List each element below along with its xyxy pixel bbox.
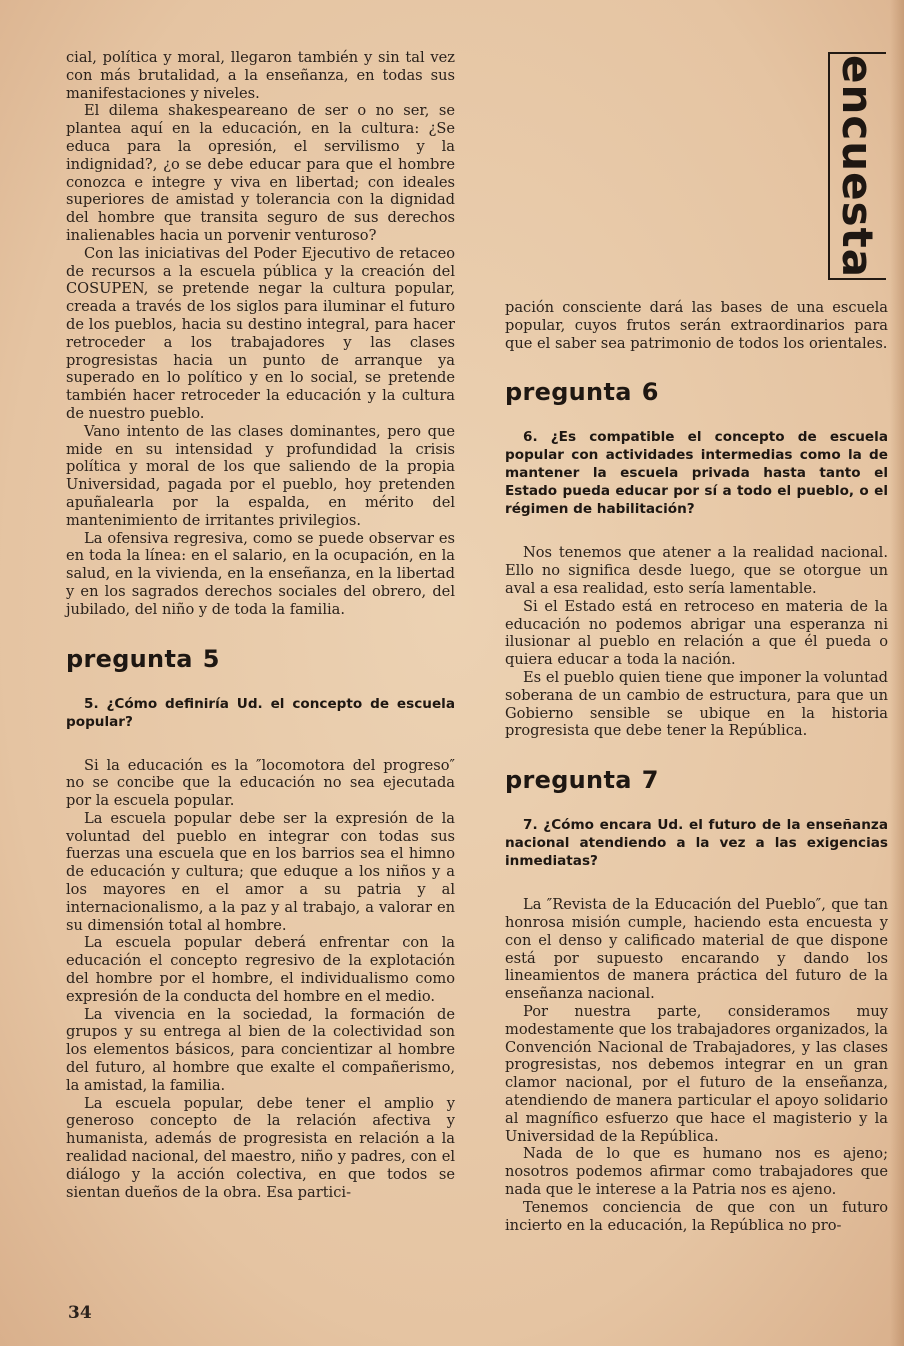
page-edge-shadow bbox=[890, 0, 904, 1346]
section-tab-label: encuesta bbox=[833, 54, 883, 278]
question-6-text: 6. ¿Es compatible el concepto de escuela popular con actividades intermedias como la de mantener la escuela privada hasta tanto el Estado pueda educar por sí a todo el pueblo, o el régimen de habilitación? bbox=[505, 429, 888, 518]
paragraph: cial, política y moral, llegaron también y sin tal vez con más brutalidad, a la enseñanza, en todas sus manifestaciones y niveles. bbox=[66, 49, 455, 102]
heading-number: 7 bbox=[641, 766, 659, 795]
heading-word: pregunta bbox=[66, 644, 193, 673]
paragraph: Vano intento de las clases dominantes, pero que mide en su intensidad y profundidad la crisis política y moral de los que saliendo de la propia Universidad, pagada por el pueblo, hoy pretenden apuñalearla por la espalda, en mérito del mantenimiento de irritantes privilegios. bbox=[66, 422, 455, 529]
heading-word: pregunta bbox=[505, 766, 632, 795]
paragraph: La escuela popular, debe tener el amplio y generoso concepto de la relación afectiva y humanista, además de progresista en relación a la realidad nacional, del maestro, niño y padres, con el diálogo y la acción colectiva, en que todos se sientan dueños de la obra. Esa partici- bbox=[66, 1094, 455, 1201]
question-6-heading bbox=[505, 378, 888, 406]
section-tab bbox=[828, 52, 886, 280]
paragraph: Con las iniciativas del Poder Ejecutivo de retaceo de recursos a la escuela pública y la creación del COSUPEN, se pretende negar la cultura popular, creada a través de los siglos para iluminar el futuro de los pueblos, hacia su destino integral, para hacer retroceder a los trabajadores y las clases progresistas hacia un punto de arranque ya superado en lo político y en lo social, se pretende también hacer retroceder la educación y la cultura de nuestro pueblo. bbox=[66, 244, 455, 422]
heading-word: pregunta bbox=[505, 378, 632, 407]
paragraph: La escuela popular debe ser la expresión de la voluntad del pueblo en integrar con todas sus fuerzas una escuela que en los barrios sea el himno de educación y cultura; que eduque a los niños y a los mayores en el amor a su patria y al internacionalismo, a la paz y al trabajo, a valorar en su dimensión total al hombre. bbox=[66, 809, 455, 934]
heading-number: 5 bbox=[202, 644, 220, 673]
paragraph: Si el Estado está en retroceso en materia de la educación no podemos abrigar una esperanza ni ilusionar al pueblo en relación a que él pueda o quiera educar a toda la nación. bbox=[505, 597, 888, 669]
paragraph: La ″Revista de la Educación del Pueblo″, que tan honrosa misión cumple, haciendo esta encuesta y con el denso y calificado material de que dispone está por supuesto encarando y dando los lineamientos de manera práctica del futuro de la enseñanza nacional. bbox=[505, 896, 888, 1003]
paragraph: La ofensiva regresiva, como se puede observar es en toda la línea: en el salario, en la ocupación, en la salud, en la vivienda, en la enseñanza, en la libertad y en los sagrados derechos sociales del obrero, del jubilado, del niño y de toda la familia. bbox=[66, 529, 455, 618]
paragraph: Por nuestra parte, consideramos muy modestamente que los trabajadores organizados, la Convención Nacional de Trabajadores, y las clases progresistas, nos debemos integrar en un gran clamor nacional, por el futuro de la enseñanza, atendiendo de manera particular el apoyo solidario al magnífico esfuerzo que hace el magisterio y la Universidad de la República. bbox=[505, 1002, 888, 1145]
paragraph: Si la educación es la ″locomotora del progreso″ no se concibe que la educación no sea ejecutada por la escuela popular. bbox=[66, 756, 455, 810]
paragraph: Tenemos conciencia de que con un futuro incierto en la educación, la República no pro- bbox=[505, 1198, 888, 1234]
paragraph: pación consciente dará las bases de una escuela popular, cuyos frutos serán extraordinarios para que el saber sea patrimonio de todos los orientales. bbox=[505, 299, 888, 352]
heading-number: 6 bbox=[641, 378, 659, 407]
left-column bbox=[66, 49, 455, 1201]
paragraph: Es el pueblo quien tiene que imponer la voluntad soberana de un cambio de estructura, para que un Gobierno sensible se ubique en la historia progresista que debe tener la República. bbox=[505, 668, 888, 740]
paragraph: Nada de lo que es humano nos es ajeno; nosotros podemos afirmar como trabajadores que nada que le interese a la Patria nos es ajeno. bbox=[505, 1145, 888, 1198]
question-7-text: 7. ¿Cómo encara Ud. el futuro de la enseñanza nacional atendiendo a la vez a las exigencias inmediatas? bbox=[505, 817, 888, 870]
paragraph: El dilema shakespeareano de ser o no ser, se plantea aquí en la educación, en la cultura: ¿Se educa para la opresión, el servilismo y la indignidad?, ¿o se debe educar para que el hombre conozca e integre y viva en libertad; con ideales superiores de amistad y tolerancia con la dignidad del hombre que transita seguro de sus derechos inalienables hacia un porvenir venturoso? bbox=[66, 102, 455, 244]
question-5-heading bbox=[66, 645, 455, 673]
paragraph: La escuela popular deberá enfrentar con la educación el concepto regresivo de la explotación del hombre por el hombre, el individualismo como expresión de la conducta del hombre en el medio. bbox=[66, 934, 455, 1005]
paragraph: La vivencia en la sociedad, la formación de grupos y su entrega al bien de la colectividad son los elementos básicos, para concientizar al hombre del futuro, al hombre que exalte el compañerismo, la amistad, la familia. bbox=[66, 1005, 455, 1094]
right-column bbox=[505, 299, 888, 1234]
paragraph: Nos tenemos que atener a la realidad nacional. Ello no significa desde luego, que se otorgue un aval a esa realidad, esto sería lamentable. bbox=[505, 544, 888, 597]
page-number: 34 bbox=[68, 1303, 92, 1323]
question-5-text: 5. ¿Cómo definiría Ud. el concepto de escuela popular? bbox=[66, 695, 455, 730]
question-7-heading bbox=[505, 766, 888, 794]
